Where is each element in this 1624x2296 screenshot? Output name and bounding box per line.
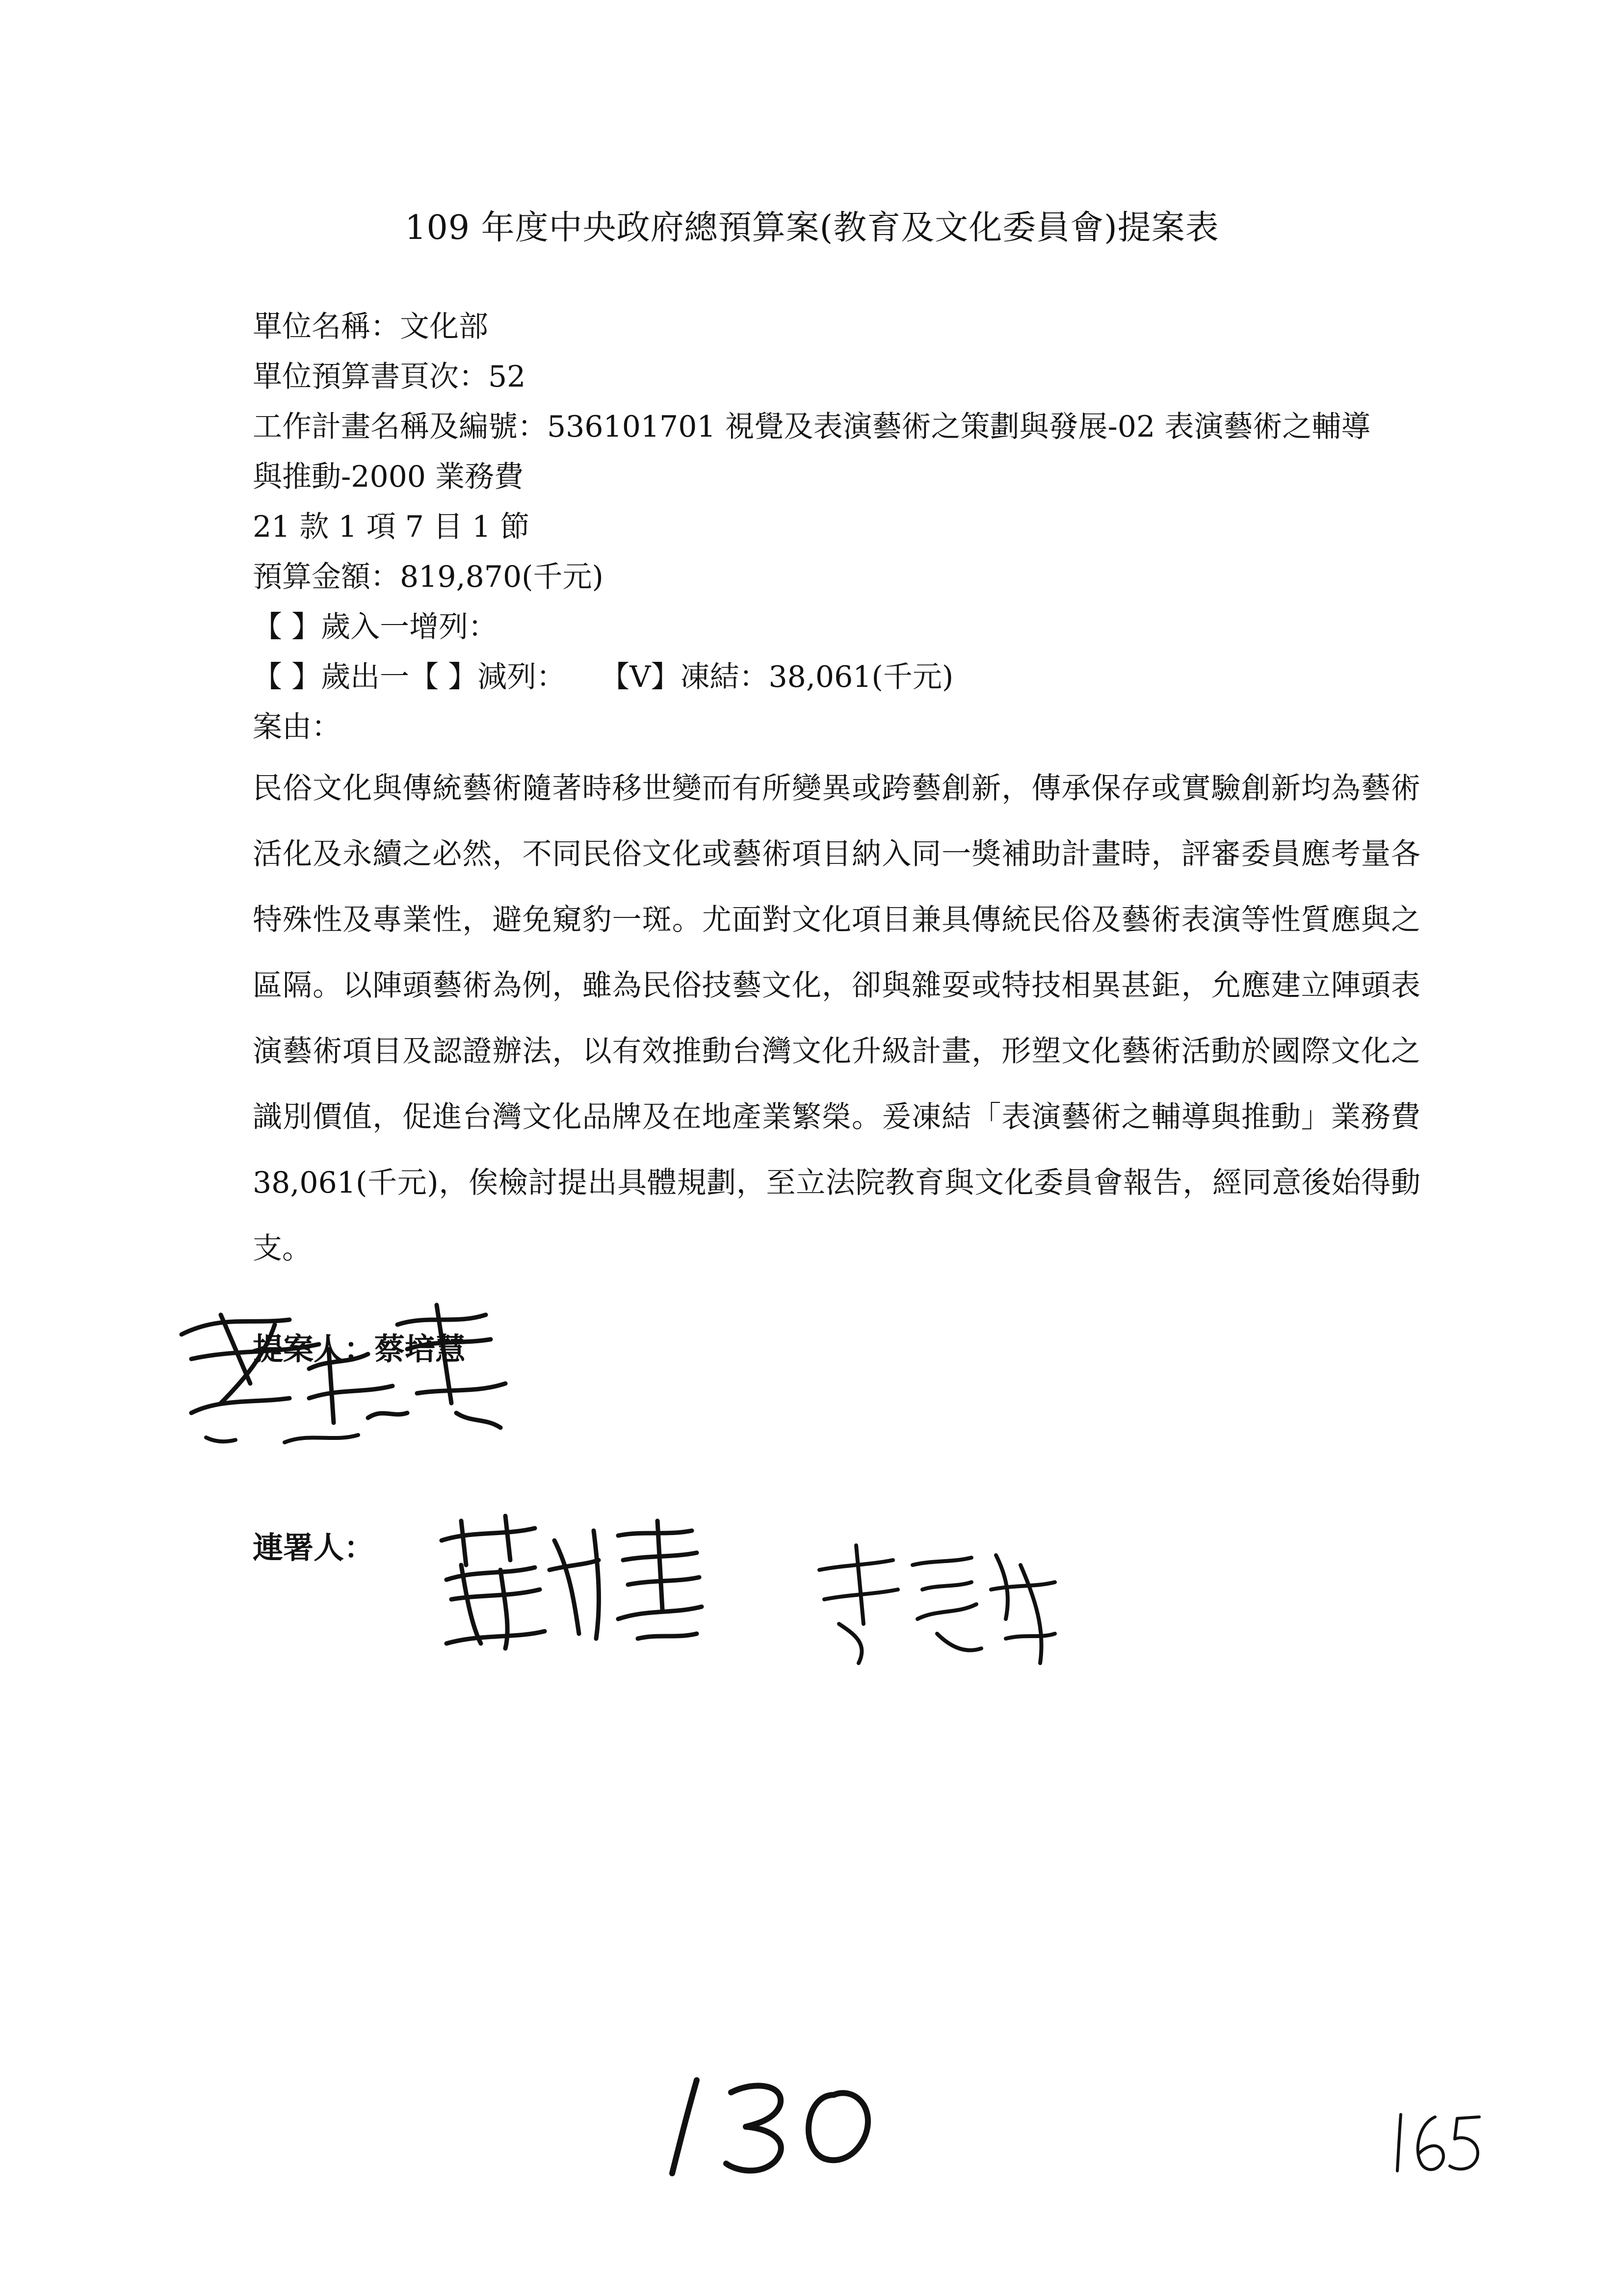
document-title: 109 年度中央政府總預算案(教育及文化委員會)提案表: [405, 209, 1219, 247]
program-field: 工作計畫名稱及編號：536101701 視覺及表演藝術之策劃與發展-02 表演藝術之輔導與推動-2000 業務費: [253, 410, 1371, 494]
budget-page-field: 單位預算書頁次：52: [253, 360, 526, 394]
budget-amount-field: 預算金額：819,870(千元): [253, 560, 603, 594]
expenditure-line: [253, 652, 1396, 702]
cosigners-label: 連署人：: [253, 1530, 375, 1565]
reason-paragraph: 民俗文化與傳統藝術隨著時移世變而有所變異或跨藝創新，傳承保存或實驗創新均為藝術活化及永續之必然，不同民俗文化或藝術項目納入同一獎補助計畫時，評審委員應考量各特殊性及專業性，避免窺豹一斑。尤面對文化項目兼具傳統民俗及藝術表演等性質應與之區隔。以陣頭藝術為例，雖為民俗技藝文化，卻與雜耍或特技相異甚鉅，允應建立陣頭表演藝術項目及認證辦法，以有效推動台灣文化升級計畫，形塑文化藝術活動於國際文化之識別價值，促進台灣文化品牌及在地產業繁榮。爰凍結「表演藝術之輔導與推動」業務費 38,061(千元)，俟檢討提出具體規劃，至立法院教育與文化委員會報告，經同意後始得動支。: [253, 771, 1420, 1266]
handwritten-corner-number: [1388, 2105, 1487, 2178]
proposer-line: 提案人：蔡培慧: [253, 1331, 466, 1367]
unit-name-field: 單位名稱：文化部: [253, 310, 488, 344]
proposer-signature: [162, 1295, 515, 1462]
handwritten-page-number: [657, 2065, 893, 2183]
expenditure-freeze: 【V】凍結：38,061(千元): [600, 660, 954, 694]
cosigner-signature-2: [810, 1536, 1065, 1673]
expenditure-reduce: 【 】歲出一【 】減列：: [253, 660, 566, 694]
classification-field: 21 款 1 項 7 目 1 節: [253, 510, 530, 544]
reason-label: 案由：: [253, 710, 341, 744]
form-fields: [253, 302, 1396, 752]
revenue-line: 【 】歲入一增列：: [253, 610, 498, 644]
cosigner-signature-1: [432, 1511, 707, 1658]
